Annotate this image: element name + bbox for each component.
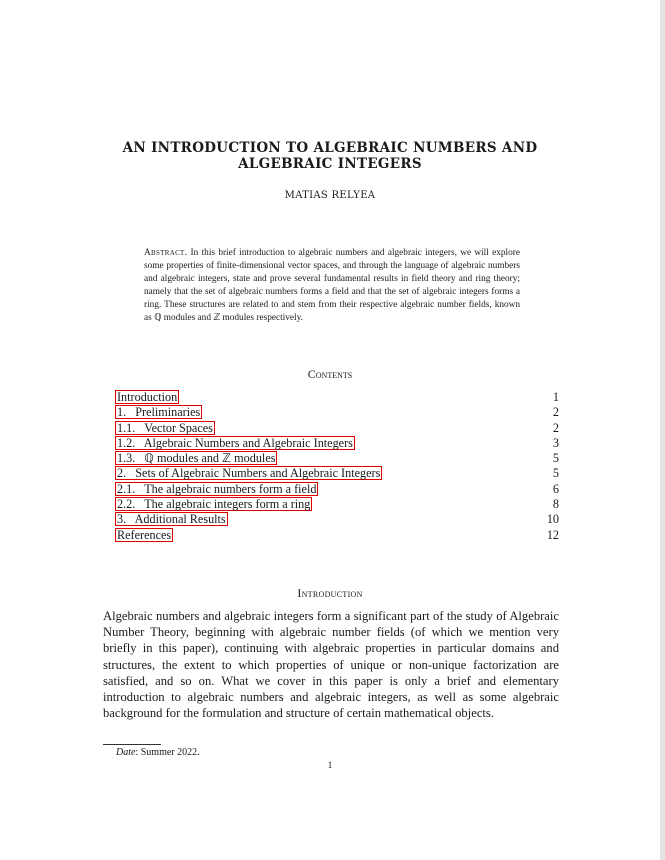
toc-link-numbers-field[interactable]: 2.1. The algebraic numbers form a field <box>117 481 317 496</box>
toc-page-number: 3 <box>552 435 559 450</box>
title-line-1: AN INTRODUCTION TO ALGEBRAIC NUMBERS AND <box>122 140 538 156</box>
contents-heading: Contents <box>307 367 353 381</box>
toc-link-integers-ring[interactable]: 2.2. The algebraic integers form a ring <box>117 497 311 512</box>
paper-title <box>0 140 660 172</box>
footnote-label: Date <box>116 747 136 758</box>
abstract-text: In this brief introduction to algebraic numbers and algebraic integers, we will explore some properties of finite-dimensional vector spaces, and through the language of algebraic numbers and algebraic integers, state and prove several fundamental results in field theory and ring theory; namely that the set of algebraic numbers forms a field and that the set of algebraic integers forms a ring. These structures are related to and stem from their respective algebraic number fields, known as ℚ modules and ℤ modules respectively. <box>144 248 520 323</box>
toc-row-modules <box>116 451 559 466</box>
footnote-rule <box>103 744 161 745</box>
toc-row-algebraic-numbers-integers <box>116 436 559 451</box>
toc-link-sets[interactable]: 2. Sets of Algebraic Numbers and Algebraic Integers <box>117 466 381 481</box>
toc-link-additional-results[interactable]: 3. Additional Results <box>117 512 226 527</box>
toc-row-introduction <box>116 390 559 405</box>
abstract <box>144 247 520 325</box>
author-name: MATIAS RELYEA <box>284 190 376 201</box>
toc-row-additional-results <box>116 512 559 527</box>
title-line-2: ALGEBRAIC INTEGERS <box>238 156 422 172</box>
toc-page-number: 1 <box>552 390 559 404</box>
footnote <box>116 747 200 758</box>
toc-link-references[interactable]: References <box>117 527 172 542</box>
toc-page-number: 2 <box>552 405 559 420</box>
toc-page-number: 5 <box>552 466 559 481</box>
toc-link-preliminaries[interactable]: 1. Preliminaries <box>117 405 201 420</box>
introduction-paragraph: Algebraic numbers and algebraic integers form a significant part of the study of Algebraic Number Theory, beginning with algebraic number fields (of which we mention very briefly in this paper), continuing with algebraic properties in particular domains and structures, the extent to which properties of unique or non-unique factorization are satisfied, and so on. What we cover in this paper is only a brief and elementary introduction to algebraic numbers and algebraic integers, as well as some algebraic background for the formulation and structure of certain mathematical objects. <box>103 609 559 721</box>
page-number: 1 <box>327 761 333 771</box>
toc-page-number: 5 <box>552 451 559 466</box>
toc-row-vector-spaces <box>116 421 559 436</box>
toc-link-vector-spaces[interactable]: 1.1. Vector Spaces <box>117 420 213 435</box>
toc-row-integers-ring <box>116 497 559 512</box>
table-of-contents <box>116 390 559 543</box>
toc-page-number: 8 <box>552 497 559 512</box>
toc-link-introduction[interactable]: Introduction <box>117 390 178 404</box>
viewer-background <box>660 0 665 860</box>
introduction-heading: Introduction <box>297 586 363 600</box>
toc-page-number: 12 <box>546 527 559 542</box>
toc-page-number: 10 <box>546 512 559 527</box>
toc-page-number: 6 <box>552 481 559 496</box>
toc-row-sets <box>116 466 559 481</box>
toc-row-references <box>116 528 559 543</box>
toc-row-numbers-field <box>116 482 559 497</box>
abstract-label: Abstract. <box>144 248 188 258</box>
toc-row-preliminaries <box>116 405 559 420</box>
toc-link-modules[interactable]: 1.3. ℚ modules and ℤ modules <box>117 451 276 466</box>
toc-link-algebraic-numbers-integers[interactable]: 1.2. Algebraic Numbers and Algebraic Integers <box>117 435 353 450</box>
footnote-text: : Summer 2022. <box>135 747 200 758</box>
toc-page-number: 2 <box>552 420 559 435</box>
